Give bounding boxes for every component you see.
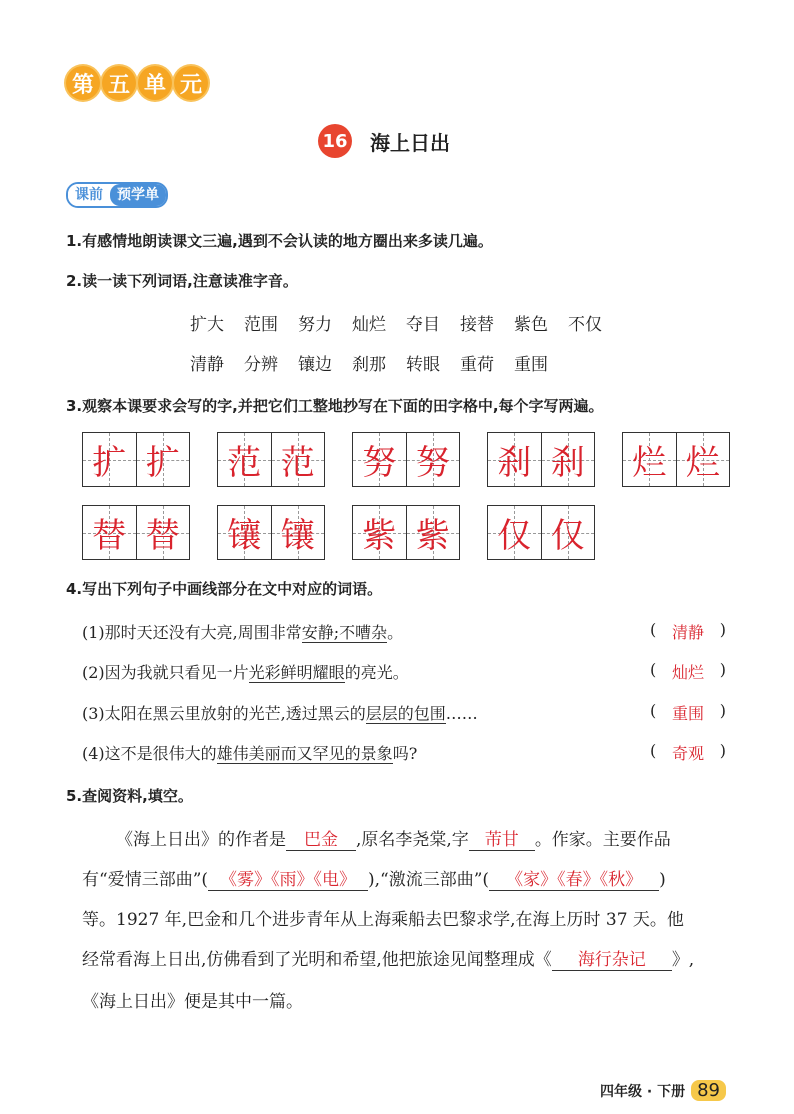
badge-part1: 课前 — [68, 184, 110, 206]
unit-title-char: 单 — [138, 66, 172, 100]
tian-grid-box[interactable] — [352, 432, 460, 487]
word: 接替 — [460, 315, 494, 335]
unit-title-char: 五 — [102, 66, 136, 100]
grid-char: 扩 — [92, 443, 127, 483]
grid-char: 努 — [415, 443, 450, 483]
tian-grid-box[interactable] — [352, 505, 460, 560]
tian-grid-row-2 — [82, 505, 595, 560]
blank-love-trilogy[interactable]: 《雾》《雨》《电》 — [208, 865, 368, 891]
badge-part2: 预学单 — [110, 184, 166, 206]
tian-grid-box[interactable] — [82, 432, 190, 487]
tian-grid-row-1 — [82, 432, 730, 487]
paragraph-line-2: 有“爱情三部曲”( 《雾》《雨》《电》 ),“激流三部曲”( 《家》《春》《秋》 ) — [82, 865, 732, 891]
word: 清静 — [190, 355, 224, 375]
page-number: 89 — [691, 1080, 726, 1101]
grid-char: 烂 — [632, 443, 667, 483]
paragraph-line-5: 《海上日出》便是其中一篇。 — [82, 992, 303, 1012]
grid-char: 仅 — [497, 516, 532, 556]
grid-char: 范 — [227, 443, 262, 483]
word: 努力 — [298, 315, 332, 335]
paragraph-line-3: 等。1927 年,巴金和几个进步青年从上海乘船去巴黎求学,在海上历时 37 天。他 — [82, 910, 684, 930]
tian-grid-box[interactable] — [622, 432, 730, 487]
tian-grid-box[interactable] — [487, 432, 595, 487]
section-badge — [66, 182, 168, 208]
grid-char: 镶 — [280, 516, 315, 556]
sentence-2: (2)因为我就只看见一片光彩鲜明耀眼的亮光。 — [82, 663, 409, 682]
word: 重围 — [514, 355, 548, 375]
word: 分辨 — [244, 355, 278, 375]
paragraph-line-1: 《海上日出》的作者是 巴金 ,原名李尧棠,字 芾甘 。作家。主要作品 — [82, 825, 732, 851]
grade-label: 四年级 · 下册 — [600, 1083, 686, 1100]
word-list-row-2 — [190, 350, 548, 375]
question-3: 3.观察本课要求会写的字,并把它们工整地抄写在下面的田字格中,每个字写两遍。 — [66, 397, 604, 415]
grid-char: 范 — [280, 443, 315, 483]
unit-title-char: 元 — [174, 66, 208, 100]
tian-grid-box[interactable] — [217, 432, 325, 487]
word: 夺目 — [406, 315, 440, 335]
footer — [600, 1080, 726, 1101]
grid-char: 扩 — [145, 443, 180, 483]
grid-char: 仅 — [550, 516, 585, 556]
question-1: 1.有感情地朗读课文三遍,遇到不会认读的地方圈出来多读几遍。 — [66, 232, 493, 250]
unit-title-char: 第 — [66, 66, 100, 100]
answer-3[interactable]: ( 重围 ) — [650, 701, 726, 723]
tian-grid-box[interactable] — [487, 505, 595, 560]
answer-2[interactable]: ( 灿烂 ) — [650, 660, 726, 682]
sentence-1: (1)那时天还没有大亮,周围非常安静;不嘈杂。 — [82, 623, 404, 642]
word: 范围 — [244, 315, 278, 335]
blank-courtesy-name[interactable]: 芾甘 — [469, 825, 535, 851]
sentence-3: (3)太阳在黑云里放射的光芒,透过黑云的层层的包围…… — [82, 704, 478, 723]
blank-author[interactable]: 巴金 — [286, 825, 356, 851]
blank-torrent-trilogy[interactable]: 《家》《春》《秋》 — [489, 865, 659, 891]
lesson-title: 海上日出 — [370, 130, 450, 155]
grid-char: 刹 — [497, 443, 532, 483]
unit-title — [66, 66, 208, 100]
blank-travel-notes[interactable]: 海行杂记 — [552, 945, 672, 971]
tian-grid-box[interactable] — [217, 505, 325, 560]
word: 紫色 — [514, 315, 548, 335]
word-list-row-1 — [190, 310, 602, 335]
question-4: 4.写出下列句子中画线部分在文中对应的词语。 — [66, 580, 383, 598]
grid-char: 烂 — [685, 443, 720, 483]
grid-char: 镶 — [227, 516, 262, 556]
grid-char: 紫 — [415, 516, 450, 556]
word: 扩大 — [190, 315, 224, 335]
grid-char: 替 — [145, 516, 180, 556]
question-2: 2.读一读下列词语,注意读准字音。 — [66, 272, 298, 290]
word: 重荷 — [460, 355, 494, 375]
lesson-header — [318, 124, 450, 158]
word: 刹那 — [352, 355, 386, 375]
grid-char: 替 — [92, 516, 127, 556]
tian-grid-box[interactable] — [82, 505, 190, 560]
word: 灿烂 — [352, 315, 386, 335]
word: 不仅 — [568, 315, 602, 335]
lesson-number: 16 — [318, 124, 352, 158]
grid-char: 努 — [362, 443, 397, 483]
grid-char: 刹 — [550, 443, 585, 483]
grid-char: 紫 — [362, 516, 397, 556]
answer-4[interactable]: ( 奇观 ) — [650, 741, 726, 763]
word: 镶边 — [298, 355, 332, 375]
paragraph-line-4: 经常看海上日出,仿佛看到了光明和希望,他把旅途见闻整理成《 海行杂记 》, — [82, 945, 732, 971]
sentence-4: (4)这不是很伟大的雄伟美丽而又罕见的景象吗? — [82, 744, 418, 763]
word: 转眼 — [406, 355, 440, 375]
question-5: 5.查阅资料,填空。 — [66, 787, 193, 805]
answer-1[interactable]: ( 清静 ) — [650, 620, 726, 642]
